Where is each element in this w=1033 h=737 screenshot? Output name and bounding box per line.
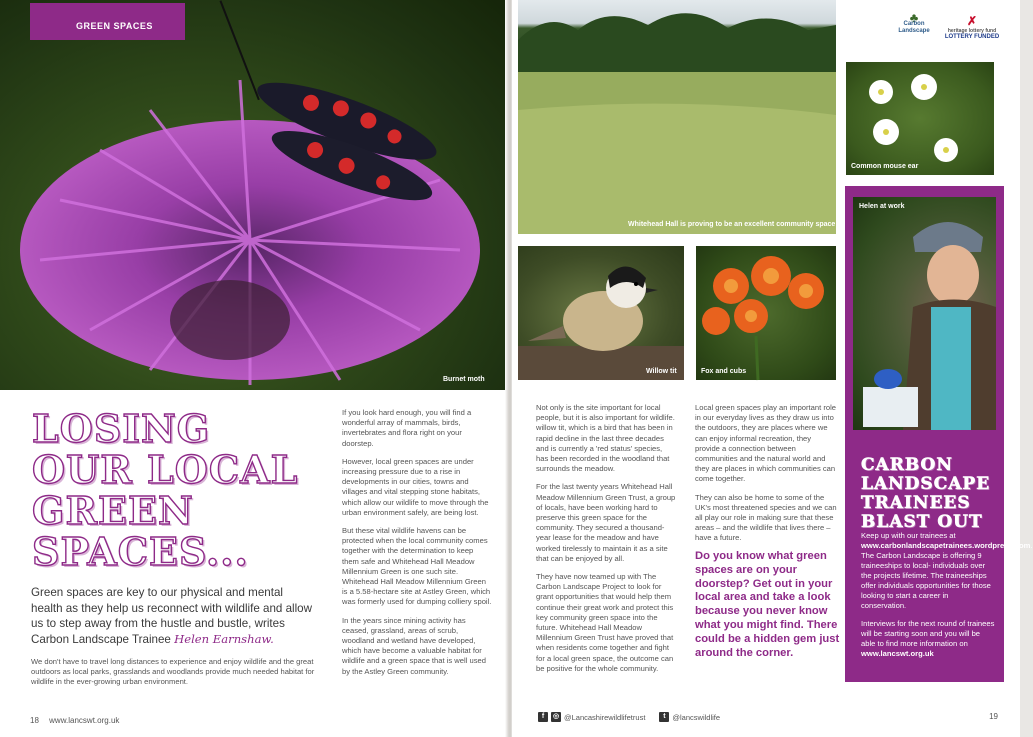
panel-title-line: TRAINEES [861,493,971,513]
right-body-column-2 [695,403,837,552]
headline-line: GREEN [32,488,194,533]
logo-hlf-top: heritage lottery fund [947,28,997,34]
panel-text [861,531,1033,667]
helen-at-work-photo [853,197,996,430]
panel-paragraph [861,531,1033,611]
social-handle-facebook[interactable]: @Lancashirewildlifetrust [564,712,646,722]
tree-icon: ♣ [909,10,919,25]
panel-paragraph [861,619,995,659]
social-footer [538,712,720,722]
right-body-column-1 [536,403,676,682]
logo-cl-text: Carbon Landscape [898,21,930,34]
body-paragraph: For the last twenty years Whitehead Hall Meadow Millennium Green Trust, a group of locals, have been working hard to preserve this green space for the community. They secured a thousand-year lease for the meadow and have worked tirelessly to maintain it as a site that can be enjoyed by all. [536,482,676,563]
instagram-icon[interactable]: ◎ [552,713,560,720]
burnet-moth-photo [0,0,507,390]
lancswt-link[interactable]: www.lancswt.org.uk [861,649,934,658]
body-paragraph: They can also be home to some of the UK's most threatened species and we can all play our role in making sure that these areas – and the wildlife that lives there – have a future. [695,492,837,543]
meadow-caption: Whitehead Hall is proving to be an excellent community space [628,221,836,228]
left-footer [30,716,127,725]
hawk-caption: Fox and cubs [701,368,747,375]
author-name: Helen Earnshaw. [174,631,274,646]
body-paragraph: Not only is the site important for local people, but it is also important for wildlife. willow tit, which is a bird that has been in rapid decline in the last three decades and is currently a 'red status' species, has been recorded in the woodland that surrounds the meadow. [536,403,675,474]
panel-p1-rest: . The Carbon Landscape is offering 9 traineeships to local- individuals over the projects lifetime. The traineeships offer individuals opportunities for those looking to start a career in conservation. [861,541,1033,610]
page-number: 18 [30,716,39,725]
mouse-ear-illustration [846,62,994,175]
intro-paragraph [31,585,316,647]
body-paragraph: But these vital wildlife havens can be protected when the local community comes together with the determination to keep them safe and Whitehead Hall Meadow Millennium Green is one such site. Whitehead Hall Meadow Millennium Green is a 5.58-hectare site at Astley Green, which was formerly used for dumping colliery spoil. [342,526,492,607]
page-number: 19 [989,712,998,721]
willow-tit-photo [518,246,684,380]
fox-and-cubs-illustration [696,246,836,380]
callout-quote: Do you know what green spaces are on your doorstep? Get out in your local area and take a look because you never know what you might find. There could be a hidden gem just around the corner. [695,550,840,659]
section-tag: GREEN SPACES [30,3,185,40]
panel-p1-prefix: Keep up with our trainees at [861,531,956,540]
body-paragraph: If you look hard enough, you will find a wonderful array of mammals, birds, invertebrates and flora right on your doorstep. [342,408,472,448]
body-paragraph: Local green spaces play an important role in our everyday lives as they draw us into the outdoors, they are places where we can enjoy informal recreation, they provide a connection between communities and the natural world and they are places in which communities can come together. [695,403,836,484]
burnet-moth-illustration [0,0,507,390]
intro-text: Green spaces are key to our physical and mental health as they help us reconnect with wildlife and allow us to step away from the hustle and bustle, writes Carbon Landscape Trainee [31,586,312,646]
carbon-landscape-logo [892,10,936,35]
right-page [512,0,1033,737]
panel-photo-caption: Helen at work [859,203,905,210]
panel-title [861,456,1001,532]
headline-line: LOSING [32,406,211,451]
meadow-photo [518,0,836,234]
website-link[interactable]: www.lancswt.org.uk [49,716,120,725]
body-paragraph: However, local green spaces are under increasing pressure due to a rise in developments in our cities, towns and villages and vital stepping stone habitats, which allow our wildlife to move through the urban environment safely, are being lost. [342,456,489,517]
common-mouse-ear-photo [846,62,994,175]
panel-title-line: LANDSCAPE [861,474,991,494]
willow-tit-illustration [518,246,684,380]
funder-logos [892,10,1002,52]
left-body-column [342,408,492,685]
panel-p2-prefix: Interviews for the next round of trainees will be starting soon and you will be able to find more information on [861,619,995,648]
left-page [0,0,507,737]
body-paragraph: In the years since mining activity has ceased, grassland, areas of scrub, woodland and wetland have developed, which have become a valuable habitat for wildlife and a green space that is well used by the Astley Green community. [342,615,486,676]
tit-caption: Willow tit [646,368,677,375]
meadow-illustration [518,0,836,234]
helen-illustration [853,197,996,430]
twitter-icon[interactable]: t [659,712,669,722]
body-paragraph: They have now teamed up with The Carbon Landscape Project to look for grant opportunities that would help them continue their great work and protect this key community green space into the future. Whitehead Hall Meadow Millennium Green Trust have proved that when residents come together and fight for a local green space, the outcome can be positive for the whole community. [536,572,674,673]
headline-line: SPACES... [32,529,249,574]
trainees-blog-link[interactable]: www.carbonlandscapetrainees.wordpress.com [861,541,1031,550]
facebook-icon[interactable]: f [538,712,548,722]
intro-small: We don't have to travel long distances to experience and enjoy wildlife and the great outdoors as local parks, grasslands and woodlands provide much needed habitat for wildlife in the ever-growing urban environment. [31,657,315,686]
social-handle-twitter[interactable]: @lancswildlife [672,712,721,722]
headline-line: OUR LOCAL [32,447,299,492]
logo-hlf-bottom: LOTTERY FUNDED [944,34,1000,40]
panel-title-line: CARBON [861,455,953,475]
mouseear-caption: Common mouse ear [851,163,919,170]
trainees-panel [845,186,1033,682]
headline [32,408,322,572]
panel-title-line: BLAST OUT [861,512,983,532]
lottery-crossed-fingers-icon: ✗ [966,14,978,28]
hero-caption: Burnet moth [443,376,485,383]
heritage-lottery-logo [942,14,1002,40]
fox-and-cubs-photo [696,246,836,380]
